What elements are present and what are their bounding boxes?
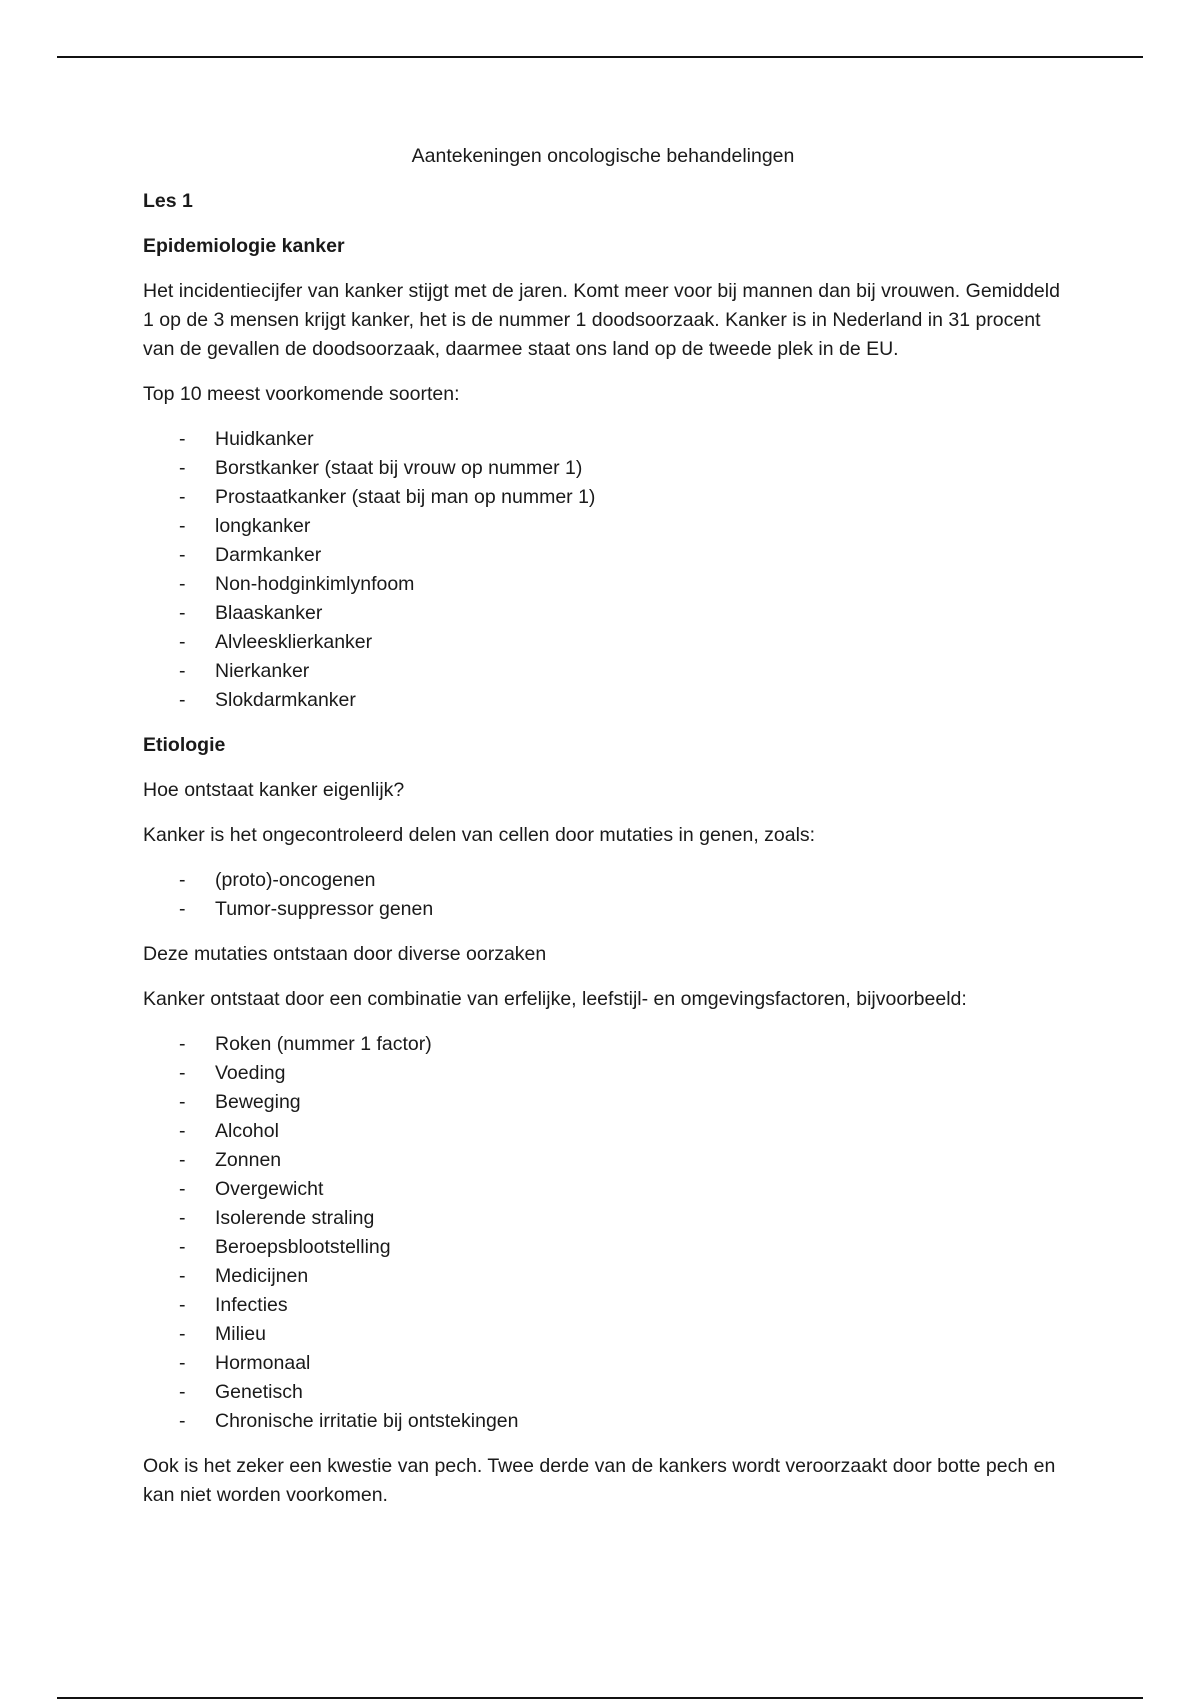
dash-bullet: -	[179, 1294, 186, 1316]
list-item	[143, 1146, 1063, 1175]
epidemiology-intro: Het incidentiecijfer van kanker stijgt met de jaren. Komt meer voor bij mannen dan bij vrouwen. Gemiddeld 1 op de 3 mensen krijgt kanker, het is de nummer 1 doodsoorzaak. Kanker is in Nederland in 31 procent van de gevallen de doodsoorzaak, daarmee staat ons land op de tweede plek in de EU.	[143, 280, 1060, 360]
list-item	[143, 1175, 1063, 1204]
dash-bullet: -	[179, 457, 186, 479]
list-item-text: Infecties	[215, 1294, 288, 1316]
list-item-text: Hormonaal	[215, 1352, 311, 1374]
list-item-text: Roken (nummer 1 factor)	[215, 1033, 432, 1055]
list-item-text: Zonnen	[215, 1149, 282, 1171]
list-item-text: Borstkanker (staat bij vrouw op nummer 1)	[215, 457, 583, 479]
list-item-text: Tumor-suppressor genen	[215, 898, 434, 920]
factors-intro: Kanker ontstaat door een combinatie van erfelijke, leefstijl- en omgevingsfactoren, bijvoorbeeld:	[143, 988, 967, 1010]
list-item	[143, 628, 1063, 657]
dash-bullet: -	[179, 869, 186, 891]
list-item	[143, 1349, 1063, 1378]
dash-bullet: -	[179, 486, 186, 508]
dash-bullet: -	[179, 428, 186, 450]
epidemiology-heading: Epidemiologie kanker	[143, 235, 345, 257]
list-item	[143, 541, 1063, 570]
lesson-heading: Les 1	[143, 190, 193, 212]
dash-bullet: -	[179, 898, 186, 920]
dash-bullet: -	[179, 544, 186, 566]
list-item	[143, 1117, 1063, 1146]
list-item-text: Darmkanker	[215, 544, 322, 566]
list-item-text: Voeding	[215, 1062, 286, 1084]
top-rule	[57, 56, 1143, 58]
list-item-text: Isolerende straling	[215, 1207, 375, 1229]
dash-bullet: -	[179, 1091, 186, 1113]
dash-bullet: -	[179, 1062, 186, 1084]
list-item	[143, 1088, 1063, 1117]
bottom-rule	[57, 1697, 1143, 1699]
list-item	[143, 895, 1063, 924]
list-item	[143, 1059, 1063, 1088]
dash-bullet: -	[179, 1178, 186, 1200]
dash-bullet: -	[179, 1381, 186, 1403]
list-item	[143, 657, 1063, 686]
dash-bullet: -	[179, 1149, 186, 1171]
list-item-text: Alcohol	[215, 1120, 279, 1142]
dash-bullet: -	[179, 1323, 186, 1345]
list-item	[143, 483, 1063, 512]
etiology-question: Hoe ontstaat kanker eigenlijk?	[143, 779, 405, 801]
list-item-text: Overgewicht	[215, 1178, 324, 1200]
list-item	[143, 599, 1063, 628]
dash-bullet: -	[179, 1352, 186, 1374]
list-item	[143, 454, 1063, 483]
causes-sentence: Deze mutaties ontstaan door diverse oorzaken	[143, 943, 547, 965]
document-title: Aantekeningen oncologische behandelingen	[411, 145, 795, 167]
list-item-text: Prostaatkanker (staat bij man op nummer 1)	[215, 486, 596, 508]
list-item-text: (proto)-oncogenen	[215, 869, 376, 891]
list-item-text: longkanker	[215, 515, 311, 537]
list-item	[143, 1204, 1063, 1233]
etiology-heading: Etiologie	[143, 734, 226, 756]
dash-bullet: -	[179, 1120, 186, 1142]
dash-bullet: -	[179, 631, 186, 653]
list-item-text: Blaaskanker	[215, 602, 323, 624]
list-item-text: Nierkanker	[215, 660, 310, 682]
list-item-text: Milieu	[215, 1323, 266, 1345]
list-item-text: Chronische irritatie bij ontstekingen	[215, 1410, 519, 1432]
list-item-text: Genetisch	[215, 1381, 303, 1403]
list-item	[143, 1262, 1063, 1291]
list-item	[143, 866, 1063, 895]
dash-bullet: -	[179, 1236, 186, 1258]
list-item-text: Alvleesklierkanker	[215, 631, 373, 653]
list-item	[143, 1378, 1063, 1407]
list-item-text: Beroepsblootstelling	[215, 1236, 391, 1258]
dash-bullet: -	[179, 660, 186, 682]
dash-bullet: -	[179, 573, 186, 595]
list-item-text: Medicijnen	[215, 1265, 309, 1287]
list-item	[143, 686, 1063, 715]
list-item	[143, 570, 1063, 599]
list-item	[143, 425, 1063, 454]
list-item-text: Beweging	[215, 1091, 301, 1113]
genes-list	[143, 866, 1063, 924]
list-item	[143, 1030, 1063, 1059]
factors-list	[143, 1030, 1063, 1436]
dash-bullet: -	[179, 602, 186, 624]
dash-bullet: -	[179, 1033, 186, 1055]
list-item-text: Slokdarmkanker	[215, 689, 356, 711]
list-item-text: Huidkanker	[215, 428, 314, 450]
top10-list	[143, 425, 1063, 715]
list-item	[143, 1407, 1063, 1436]
top10-label: Top 10 meest voorkomende soorten:	[143, 383, 460, 405]
list-item	[143, 1320, 1063, 1349]
etiology-definition: Kanker is het ongecontroleerd delen van cellen door mutaties in genen, zoals:	[143, 824, 816, 846]
dash-bullet: -	[179, 1265, 186, 1287]
document-body	[143, 142, 1063, 1526]
list-item	[143, 512, 1063, 541]
dash-bullet: -	[179, 1410, 186, 1432]
etiology-conclusion: Ook is het zeker een kwestie van pech. Twee derde van de kankers wordt veroorzaakt door botte pech en kan niet worden voorkomen.	[143, 1455, 1056, 1506]
dash-bullet: -	[179, 515, 186, 537]
dash-bullet: -	[179, 689, 186, 711]
list-item-text: Non-hodginkimlynfoom	[215, 573, 415, 595]
list-item	[143, 1291, 1063, 1320]
list-item	[143, 1233, 1063, 1262]
dash-bullet: -	[179, 1207, 186, 1229]
